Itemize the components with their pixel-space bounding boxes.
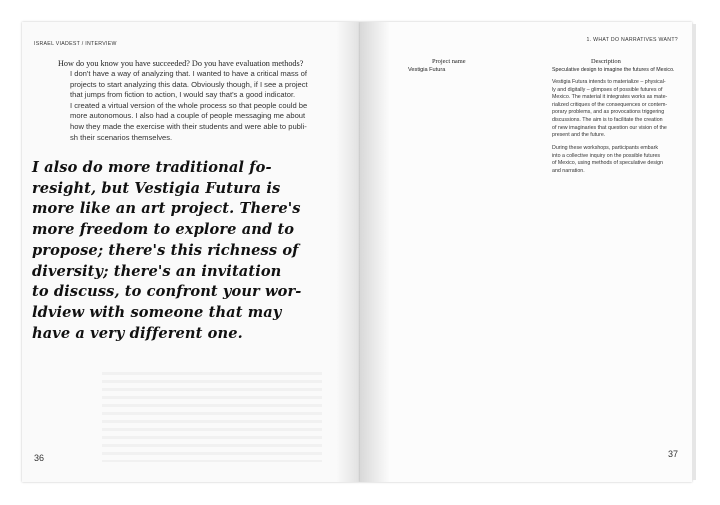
page-edge [692,24,696,480]
description-line: rialized critiques of the consequences or contem- [552,101,668,108]
show-through-text [102,372,322,462]
description-paragraph [552,79,680,140]
column-header-project-name: Project name [432,58,466,65]
running-header-left: ISRAEL VIADEST / INTERVIEW [34,41,117,47]
pull-quote-line: to discuss, to confront your wor- [32,283,302,301]
description-line: present and the future. [552,132,606,139]
pull-quote-line: propose; there's this richness of [32,241,299,259]
answer-line: more autonomous. I also had a couple of people messaging me about [70,111,306,121]
right-page [360,22,692,482]
answer-line: that jumps from fiction to action, I would say that's a good indicator. [70,90,296,100]
page-number-left: 36 [34,453,45,463]
answer-line: how they made the exercise with their students and were able to publi- [70,121,307,131]
pull-quote-line: more like an art project. There's [32,200,301,218]
description-line: porary problems, and as provocations triggering [552,109,665,116]
column-header-description: Description [591,58,621,65]
right-gutter-shadow [360,22,390,482]
interview-question: How do you know you have succeeded? Do you have evaluation methods? [58,59,304,68]
pull-quote-line: have a very different one. [32,324,243,342]
running-header-right: 1. WHAT DO NARRATIVES WANT? [586,37,678,43]
pull-quote-line: resight, but Vestigia Futura is [32,179,281,197]
open-book [22,22,692,482]
description-paragraph [552,145,680,175]
description-line: During these workshops, participants embark [552,145,658,151]
description-line: into a collective inquiry on the possible futures [552,152,661,159]
description-line: and narration. [552,167,585,174]
pull-quote [32,158,352,344]
description-line: of new imaginaries that question our vision of the [552,124,667,131]
interview-answer [70,69,345,143]
answer-line: I created a virtual version of the whole process so that people could be [70,100,308,110]
description-line: Vestigia Futura intends to materialize – physical- [552,79,666,85]
answer-line: projects to start analyzing this data. Obviously though, if I see a project [70,79,308,89]
pull-quote-line: diversity; there's an invitation [32,262,282,280]
pull-quote-line: I also do more traditional fo- [32,159,272,176]
description-lead: Speculative design to imagine the futures of Mexico. [552,67,675,73]
description-line: Mexico. The material it integrates works as mate- [552,94,668,101]
page-number-right: 37 [667,449,678,459]
description-line: of Mexico, using methods of speculative design [552,160,664,167]
answer-line: sh their scenarios themselves. [70,132,173,142]
project-name-value: Vestigia Futura [408,67,446,73]
left-page [22,22,360,482]
pull-quote-line: ldview with someone that may [32,303,282,321]
description-line: ly and digitally – glimpses of possible futures of [552,86,663,93]
description-line: discussions. The aim is to facilitate the creation [552,116,663,123]
answer-line: I don't have a way of analyzing that. I wanted to have a critical mass of [70,69,307,78]
pull-quote-line: more freedom to explore and to [32,221,295,239]
